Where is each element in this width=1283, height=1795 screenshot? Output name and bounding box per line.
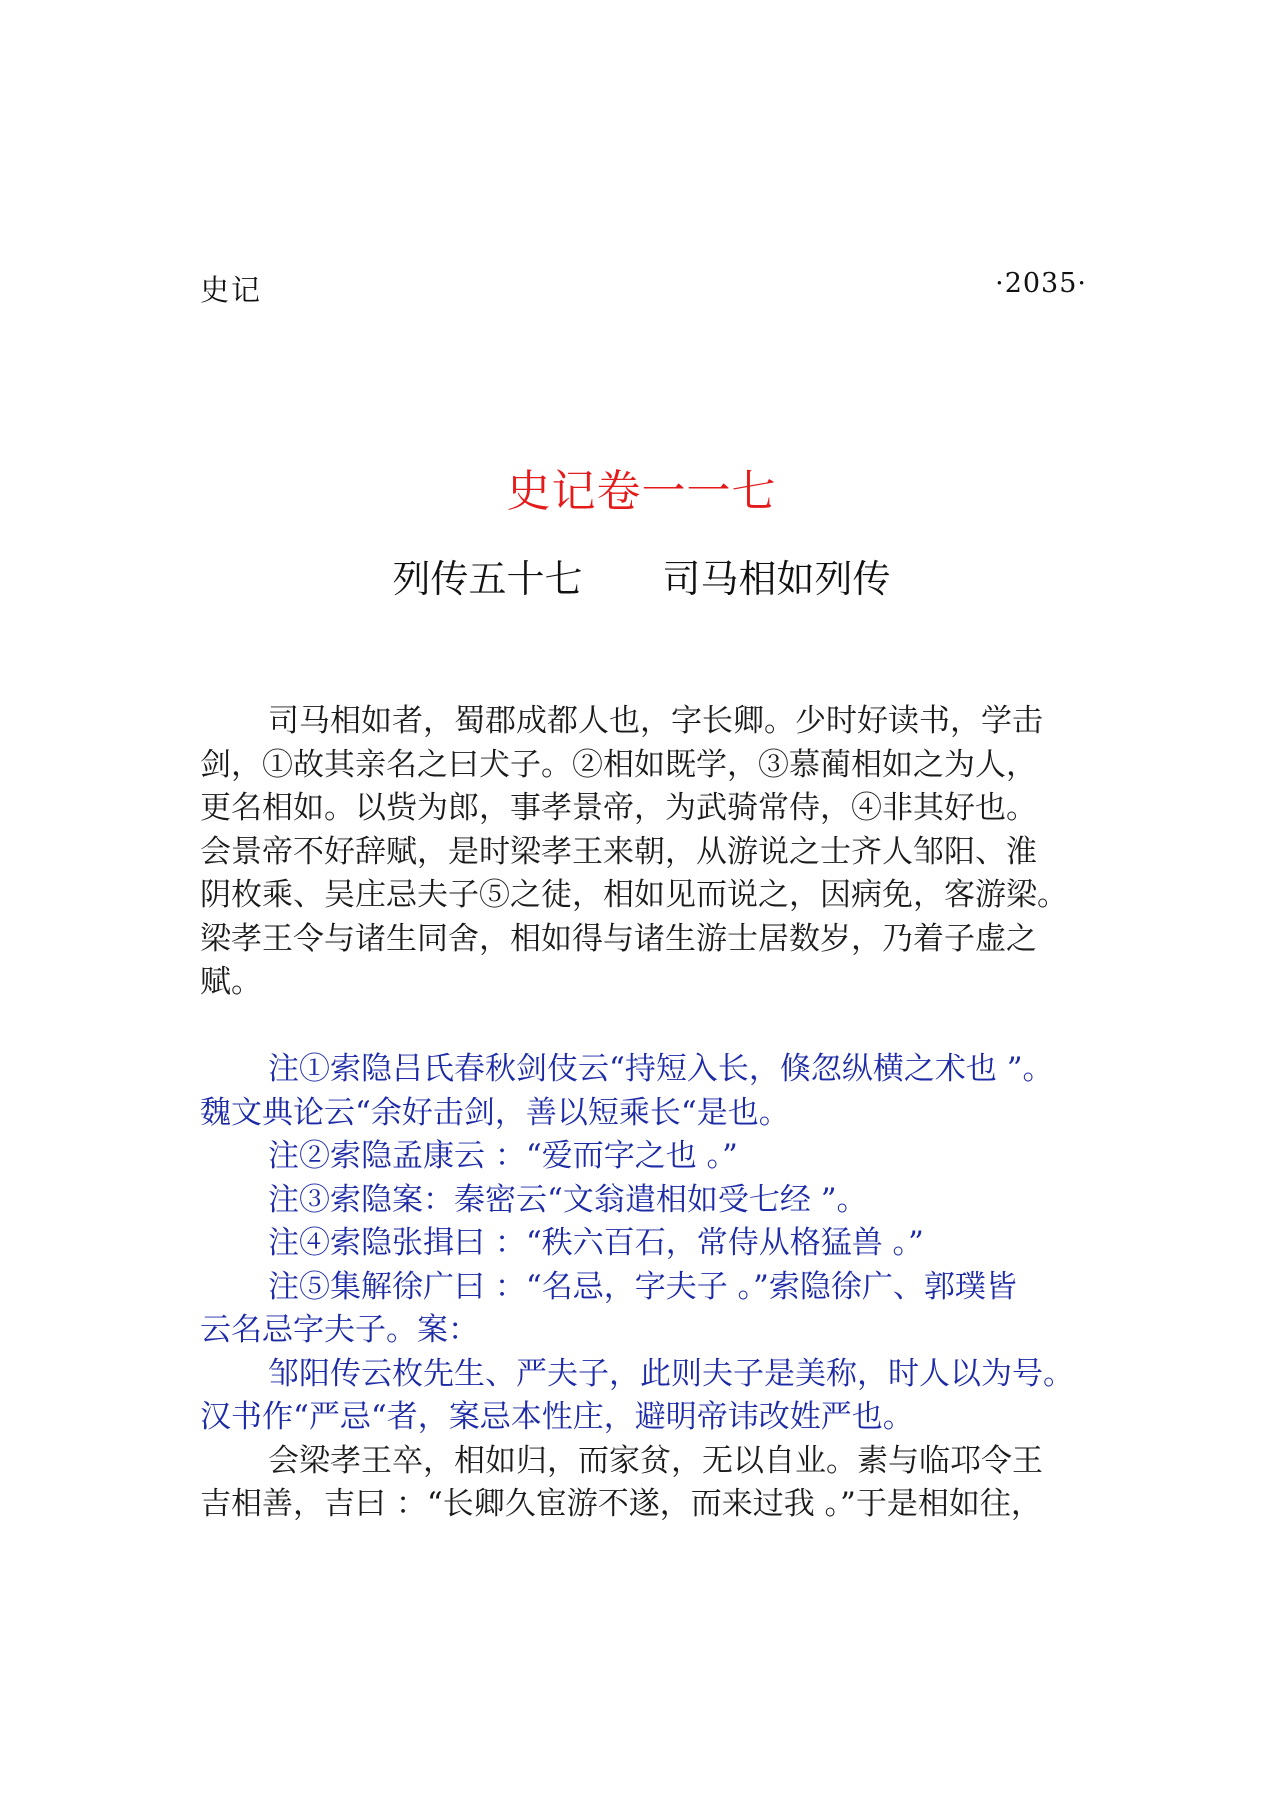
note-line: 注④索隐张揖曰 ：“秩六百石，常侍从格猛兽 。” bbox=[268, 1225, 924, 1261]
text-line: 吉相善，吉曰 ：“长卿久宦游不遂，而来过我 。”于是相如往， bbox=[200, 1486, 1042, 1522]
note-line: 汉书作“严忌“者，案忌本性庄，避明帝讳改姓严也。 bbox=[200, 1399, 914, 1435]
note-line: 注⑤集解徐广曰 ：“名忌，字夫子 。”索隐徐广、郭璞皆 bbox=[268, 1268, 1017, 1305]
text-line: 阴枚乘、吴庄忌夫子⑤之徒，相如见而说之，因病免，客游梁。 bbox=[200, 877, 1068, 913]
text-line: 会景帝不好辞赋，是时梁孝王来朝，从游说之士齐人邹阳、淮 bbox=[200, 833, 1037, 870]
page-number: ·2035· bbox=[995, 268, 1087, 299]
page-header bbox=[200, 268, 1087, 308]
note-line: 注①索隐吕氏春秋剑伎云“持短入长，倏忽纵横之术也 ”。 bbox=[268, 1051, 1054, 1087]
volume-title: 史记卷一一七 bbox=[506, 466, 777, 517]
note-line: 注③索隐案：秦密云“文翁遣相如受七经 ”。 bbox=[268, 1181, 868, 1218]
chapter-title bbox=[0, 548, 1283, 603]
text-line: 剑，①故其亲名之曰犬子。②相如既学，③慕蔺相如之为人， bbox=[200, 746, 1037, 783]
text-line: 会梁孝王卒，相如归，而家贫，无以自业。素与临邛令王 bbox=[268, 1442, 1043, 1479]
text-line: 赋。 bbox=[200, 964, 262, 1000]
chapter-name: 司马相如列传 bbox=[662, 557, 891, 601]
text-line: 梁孝王令与诸生同舍，相如得与诸生游士居数岁，乃着子虚之 bbox=[200, 920, 1037, 957]
text-line: 更名相如。以赀为郎，事孝景帝，为武骑常侍，④非其好也。 bbox=[200, 790, 1037, 826]
note-line: 云名忌字夫子。案： bbox=[200, 1312, 479, 1348]
book-title: 史记 bbox=[200, 273, 263, 307]
note-line: 邹阳传云枚先生、严夫子，此则夫子是美称，时人以为号。 bbox=[268, 1355, 1074, 1392]
body-text bbox=[200, 700, 1100, 1527]
note-line: 注②索隐孟康云 ：“爱而字之也 。” bbox=[268, 1138, 738, 1174]
chapter-part: 列传五十七 bbox=[392, 557, 583, 601]
note-line: 魏文典论云“余好击剑，善以短乘长“是也。 bbox=[200, 1094, 790, 1131]
text-line: 司马相如者，蜀郡成都人也，字长卿。少时好读书，学击 bbox=[268, 703, 1043, 739]
paragraph-gap bbox=[200, 1005, 1100, 1049]
